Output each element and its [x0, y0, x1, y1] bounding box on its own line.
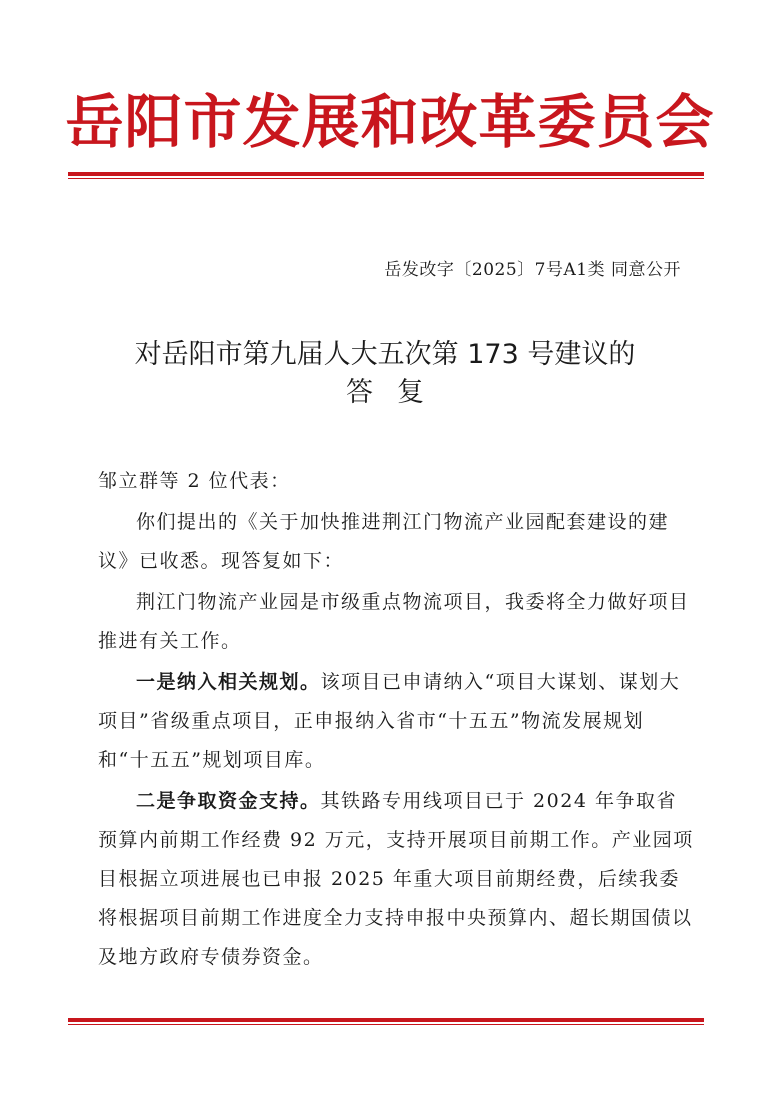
- paragraph-text: 你们提出的《关于加快推进荆江门物流产业园配套建设的建议》已收悉。现答复如下：: [98, 511, 670, 572]
- salutation: 邹立群等 2 位代表：: [98, 470, 291, 492]
- divider-thin-line: [68, 178, 704, 179]
- paragraph-text: 其铁路专用线项目已于 2024 年争取省预算内前期工作经费 92 万元，支持开展项目前期工作。产业园项目根据立项进展也已申报 2025 年重大项目前期经费，后续我委将根据项目前期工作进度全力支持申报中央预算内、超长期国债以及地方政府专债券资金。: [98, 790, 694, 968]
- body-paragraph: [98, 583, 694, 661]
- document-number: 岳发改字〔2025〕7号A1类 同意公开: [384, 260, 681, 280]
- document-body: [98, 462, 694, 977]
- divider-thick-line: [68, 172, 704, 176]
- body-paragraph: [98, 503, 694, 581]
- divider-thin-line: [68, 1024, 704, 1025]
- letterhead-title: 岳阳市发展和改革委员会: [65, 88, 715, 156]
- document-title-line-1: 对岳阳市第九届人大五次第 173 号建议的: [134, 339, 636, 370]
- paragraph-text: 该项目已申请纳入“项目大谋划、谋划大项目”省级重点项目，正申报纳入省市“十五五”物流发展规划和“十五五”规划项目库。: [98, 671, 681, 771]
- letterhead-divider: [68, 172, 704, 179]
- footer-divider: [68, 1018, 704, 1025]
- document-title: [80, 336, 690, 412]
- body-paragraph: [98, 663, 694, 780]
- paragraph-text: 荆江门物流产业园是市级重点物流项目，我委将全力做好项目推进有关工作。: [98, 591, 690, 652]
- document-title-line-2: 答复: [346, 377, 448, 408]
- body-paragraph: [98, 782, 694, 977]
- divider-thick-line: [68, 1018, 704, 1022]
- paragraph-lead: 二是争取资金支持。: [136, 790, 321, 812]
- paragraph-lead: 一是纳入相关规划。: [136, 671, 321, 693]
